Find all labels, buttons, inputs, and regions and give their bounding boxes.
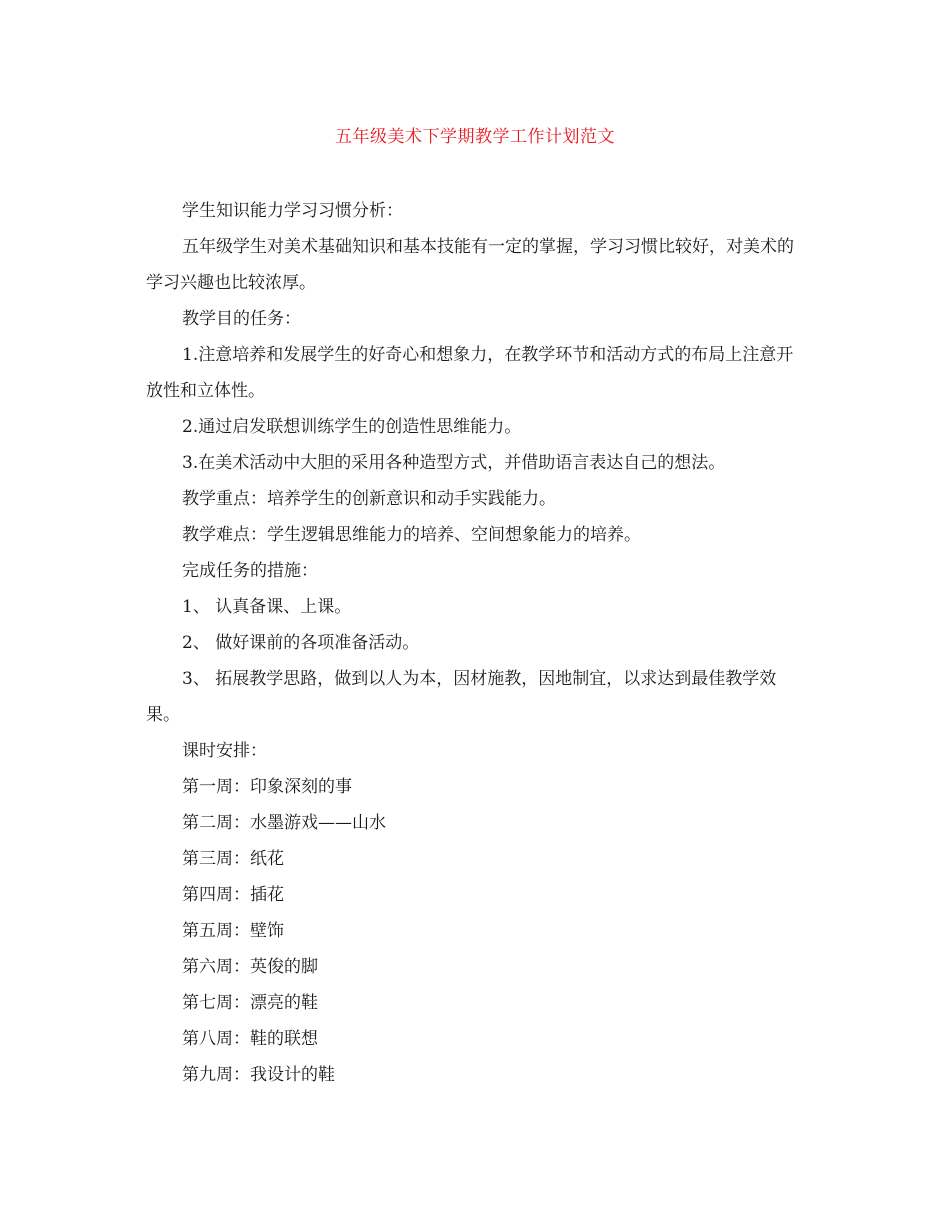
paragraph: 1.注意培养和发展学生的好奇心和想象力，在教学环节和活动方式的布局上注意开放性和立体性。	[146, 345, 794, 401]
schedule-item: 第九周：我设计的鞋	[182, 1065, 335, 1085]
paragraph: 完成任务的措施：	[182, 561, 318, 581]
paragraph: 3、 拓展教学思路，做到以人为本，因材施教，因地制宜，以求达到最佳教学效果。	[146, 669, 777, 725]
paragraph: 教学重点：培养学生的创新意识和动手实践能力。	[182, 489, 556, 509]
paragraph: 教学目的任务：	[182, 309, 301, 329]
paragraph: 1、 认真备课、上课。	[182, 597, 352, 617]
paragraph: 学生知识能力学习习惯分析：	[182, 201, 403, 221]
schedule-item: 第七周：漂亮的鞋	[182, 993, 318, 1013]
schedule-item: 第一周：印象深刻的事	[182, 777, 352, 797]
paragraph: 3.在美术活动中大胆的采用各种造型方式，并借助语言表达自己的想法。	[182, 453, 726, 473]
paragraph: 2.通过启发联想训练学生的创造性思维能力。	[182, 417, 522, 437]
document-title: 五年级美术下学期教学工作计划范文	[335, 127, 615, 147]
schedule-item: 第八周：鞋的联想	[182, 1029, 318, 1049]
schedule-item: 第三周：纸花	[182, 849, 284, 869]
paragraph: 2、 做好课前的各项准备活动。	[182, 633, 420, 653]
paragraph: 教学难点：学生逻辑思维能力的培养、空间想象能力的培养。	[182, 525, 641, 545]
document-body	[146, 193, 806, 1093]
schedule-item: 第二周：水墨游戏——山水	[182, 813, 386, 833]
schedule-item: 第四周：插花	[182, 885, 284, 905]
schedule-item: 第五周：壁饰	[182, 921, 284, 941]
paragraph: 课时安排：	[182, 741, 267, 761]
schedule-item: 第六周：英俊的脚	[182, 957, 318, 977]
paragraph: 五年级学生对美术基础知识和基本技能有一定的掌握，学习习惯比较好，对美术的学习兴趣也比较浓厚。	[146, 237, 794, 293]
